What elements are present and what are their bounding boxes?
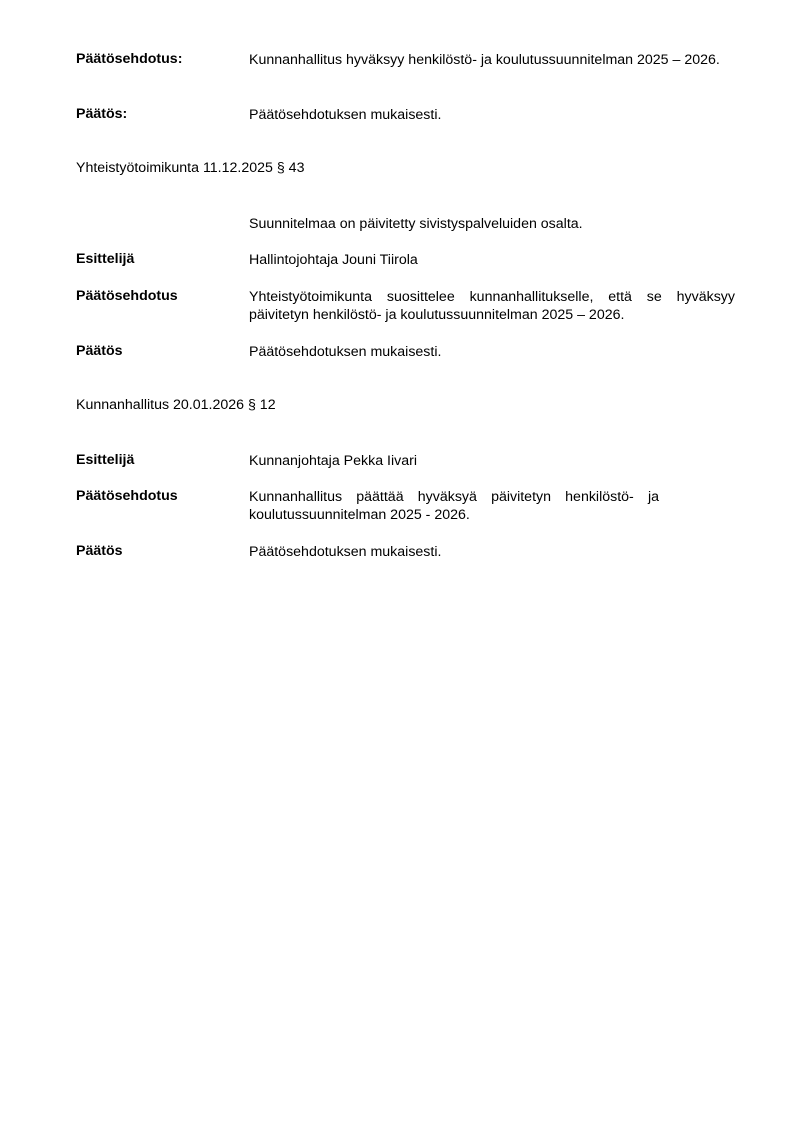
decision-label: Päätös <box>76 543 123 559</box>
proposal-label: Päätösehdotus: <box>76 51 183 67</box>
decision-text: Päätösehdotuksen mukaisesti. <box>249 344 442 360</box>
proposal-text: Kunnanhallitus hyväksyy henkilöstö- ja koulutussuunnitelman 2025 – 2026. <box>249 52 720 68</box>
presenter-text: Kunnanjohtaja Pekka Iivari <box>249 453 417 469</box>
proposal-label: Päätösehdotus <box>76 488 178 504</box>
section-heading-municipal-board: Kunnanhallitus 20.01.2026 § 12 <box>76 397 276 413</box>
presenter-label: Esittelijä <box>76 251 135 267</box>
decision-text: Päätösehdotuksen mukaisesti. <box>249 107 442 123</box>
proposal-text: Kunnanhallitus päättää hyväksyä päivitetyn henkilöstö- ja koulutussuunnitelman 2025 - 2026. <box>249 489 659 523</box>
presenter-text: Hallintojohtaja Jouni Tiirola <box>249 252 418 268</box>
proposal-label: Päätösehdotus <box>76 288 178 304</box>
presenter-label: Esittelijä <box>76 452 135 468</box>
decision-label: Päätös <box>76 343 123 359</box>
decision-text: Päätösehdotuksen mukaisesti. <box>249 544 442 560</box>
proposal-text: Yhteistyötoimikunta suosittelee kunnanhallitukselle, että se hyväksyy päivitetyn henkilöstö- ja koulutussuunnitelman 2025 – 2026. <box>249 289 735 323</box>
section-heading-cooperation-committee: Yhteistyötoimikunta 11.12.2025 § 43 <box>76 160 305 176</box>
decision-label: Päätös: <box>76 106 128 122</box>
intro-text: Suunnitelmaa on päivitetty sivistyspalveluiden osalta. <box>249 216 583 232</box>
